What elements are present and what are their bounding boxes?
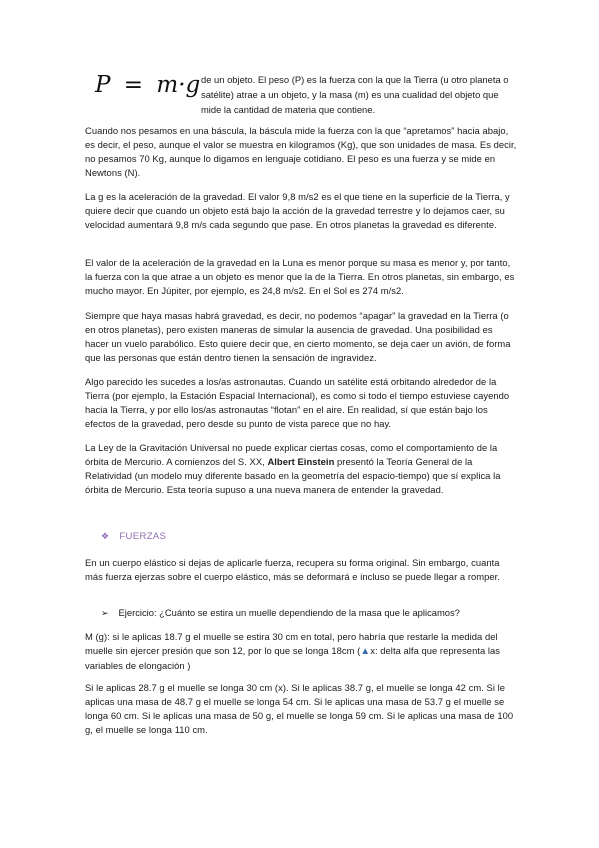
paragraph-ingravidez: Siempre que haya masas habrá gravedad, es decir, no podemos “apagar” la gravedad en la Tierra (o en otros planetas), pero existen maneras de simular la ausencia de gravedad. Una posibilidad es hacer un vuelo parabólico. Esto quiere decir que, en cierto momento, se deja caer un avión, de forma que las personas que están dentro tienen la sensación de ingravidez.	[85, 310, 511, 363]
paragraph-luna: El valor de la aceleración de la gravedad en la Luna es menor porque su masa es menor y, por tanto, la fuerza con la que atrae a un objeto es menor que la de la Tierra. En otros planetas, sin embargo, es mucho mayor. En Júpiter, por ejemplo, es 24,8 m/s2. En el Sol es 274 m/s2.	[85, 257, 515, 296]
exercise-text: Ejercicio: ¿Cuánto se estira un muelle dependiendo de la masa que le aplicamos?	[118, 607, 460, 618]
paragraph-muelle	[85, 630, 517, 673]
formula-lhs: P	[95, 72, 111, 98]
muelle-text-before: M (g): si le aplicas 18.7 g el muelle se estira 30 cm en total, pero habría que restarle la medida del muelle sin ejercer presión que son 12, por lo que se longa 18cm (	[85, 631, 498, 656]
paragraph-astronautas: Algo parecido les sucedes a los/as astronautas. Cuando un satélite está orbitando alrededor de la Tierra (por ejemplo, la Estación Espacial Internacional), es como si todo el tiempo estuviese cayendo hacia la Tierra, y por ello los/as astronautas “flotan” en el aire. En realidad, sí que están bajo los efectos de la gravedad, pero desde su punto de vista parece que no hay.	[85, 376, 510, 429]
delta-icon: ▲	[360, 646, 371, 657]
formula-description: de un objeto. El peso (P) es la fuerza con la que la Tierra (u otro planeta o satélite) atrae a un objeto, y la masa (m) es una cualidad del objeto que mide la cantidad de materia que contiene.	[201, 74, 509, 115]
paragraph-aceleracion: La g es la aceleración de la gravedad. El valor 9,8 m/s2 es el que tiene en la superficie de la Tierra, y quiere decir que cuando un objeto está bajo la acción de la gravedad terrestre y lo dejamos caer, su velocidad aumentará 9,8 m/s cada segundo que pase. En otros planetas la gravedad es diferente.	[85, 191, 510, 230]
formula-rhs: m·g	[156, 72, 201, 98]
arrow-bullet-icon: ➢	[101, 608, 109, 618]
weight-formula	[95, 72, 200, 98]
exercise-item	[101, 606, 460, 620]
paragraph-einstein	[85, 441, 517, 497]
einstein-text-after: presentó la Teoría General de la Relatividad (un modelo muy diferente basado en la geometría del espacio-tiempo) que sí explica la órbita de Mercurio. Esta teoría supuso a una nueva manera de entender la gravedad.	[85, 456, 501, 495]
section-heading-fuerzas	[101, 531, 166, 542]
section-title: FUERZAS	[119, 531, 167, 542]
formula-equals: =	[123, 72, 144, 98]
paragraph-bascula: Cuando nos pesamos en una báscula, la báscula mide la fuerza con la que “apretamos” hacia abajo, es decir, el peso, aunque el valor se muestra en kilogramos (Kg), que son unidades de masa. Es decir, no pesamos 70 Kg, aunque lo digamos en lenguaje cotidiano. El peso es una fuerza y se mide en Newtons (N).	[85, 125, 517, 178]
paragraph-cuerpo-elastico: En un cuerpo elástico si dejas de aplicarle fuerza, recupera su forma original. Sin embargo, cuanta más fuerza ejerzas sobre el cuerpo elástico, más se deformará e incluso se puede llegar a romper.	[85, 557, 500, 582]
diamond-bullet-icon: ❖	[101, 531, 110, 541]
einstein-name: Albert Einstein	[267, 456, 335, 467]
paragraph-resultados: Si le aplicas 28.7 g el muelle se longa 30 cm (x). Si le aplicas 38.7 g, el muelle se longa 42 cm. Si le aplicas una masa de 48.7 g el muelle se longa 54 cm. Si le aplicas una masa de 53.7 g el muelle se longa 60 cm. Si le aplicas una masa de 50 g, el muelle se longa 59 cm. Si le aplicas una masa de 100 g, el muelle se longa 110 cm.	[85, 682, 514, 735]
einstein-text-before: La Ley de la Gravitación Universal no puede explicar ciertas cosas, como el comportamiento de la órbita de Mercurio. A comienzos del S. XX,	[85, 442, 498, 467]
muelle-text-after: x: delta alfa que representa las variables de elongación )	[85, 645, 501, 671]
